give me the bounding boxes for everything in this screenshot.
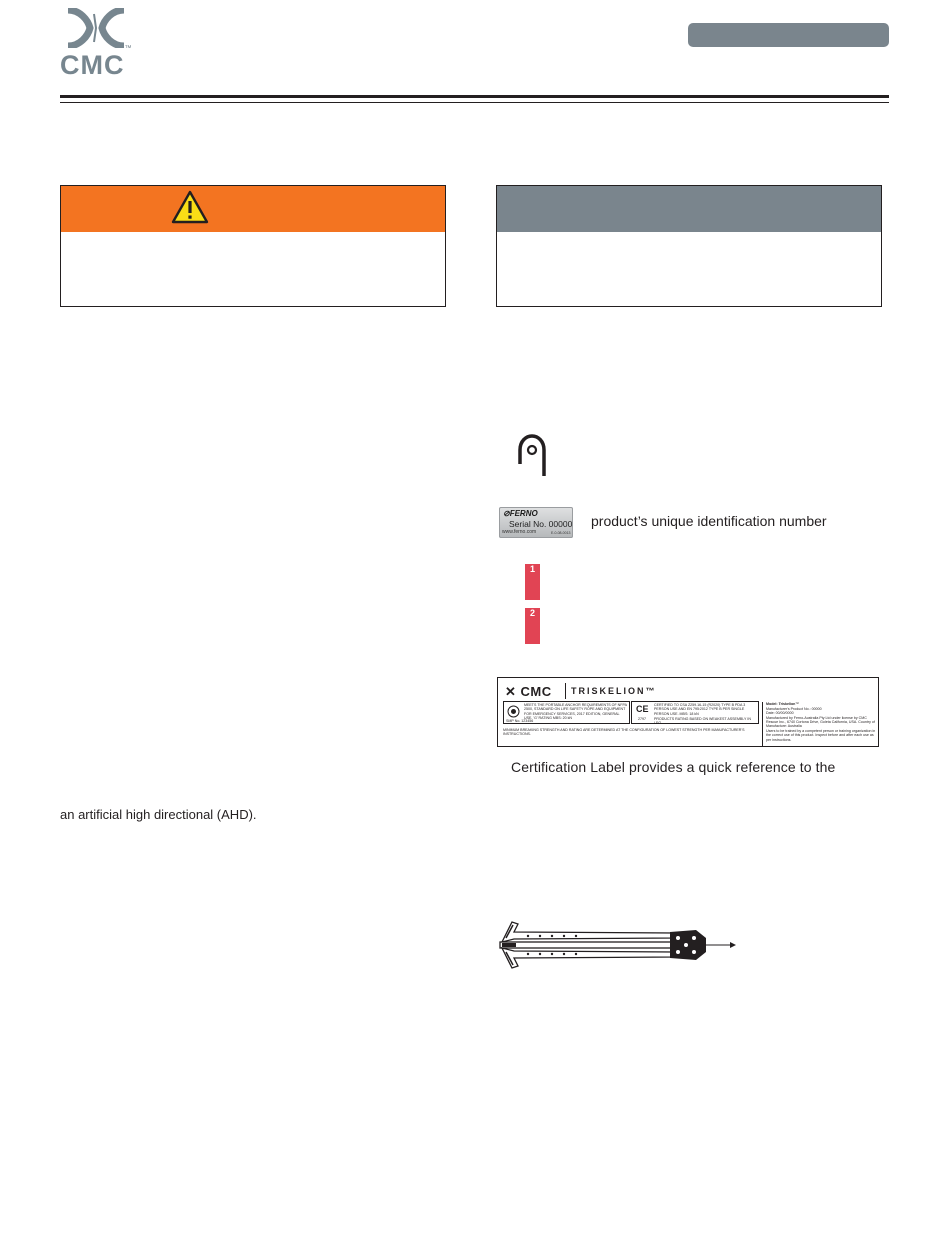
cert-manufacturer-section [762, 702, 877, 746]
cert-label-separator [565, 683, 566, 699]
ce-note: PRODUCTS RATING BASED ON WEAKEST ASSEMBLY IN LEG. [654, 717, 751, 726]
serial-tag-code: E-0-08-0013 [551, 531, 571, 535]
cert-label-brand: ✕ CMC [505, 684, 552, 699]
nfpa-seal-icon [507, 705, 520, 718]
certification-label [497, 677, 879, 747]
cert-smp-text: SMP No. 123456 [506, 719, 534, 723]
brand-logo-text: CMC™ [60, 45, 133, 80]
cmc-logo-mark-icon [60, 8, 132, 48]
cert-label-product: TRISKELION™ [571, 686, 657, 696]
warning-header [61, 186, 445, 232]
cert-description: Certification Label provides a quick reference to the [511, 759, 836, 775]
cert-warning-text: MINIMUM BREAKING STRENGTH AND RATING ARE DETERMINED AT THE CONFIGURATION OF LOWEST STRENGTH PER MANUFACTURER'S INSTRUCTIONS. [503, 728, 745, 737]
cert-nfpa-text: MEETS THE PORTABLE ANCHOR REQUIREMENTS OF NFPA 2500, STANDARD ON LIFE SAFETY ROPE AND EQUIPMENT FOR EMERGENCY SERVICES, 2017 EDITION, GENERAL USE. 'G' RATING MBS: 20 kN [524, 703, 627, 721]
serial-tag-number: Serial No. 00000 [509, 519, 573, 529]
header-section-tab [688, 23, 889, 47]
inspection-tag-1: 1 [525, 564, 540, 600]
cert-product-no: Manufacturer's Product No.: 00000 [766, 706, 822, 711]
loop-stitch-icon [512, 432, 552, 482]
cert-nfpa-section [503, 701, 630, 724]
cert-csa-text: CERTIFIED TO CSA Z259.16-15 (R2020) TYPE B PDA 3 PERSON USE AND EN 795:2012 TYPE B PER SINGLE PERSON USE. MBS: 18 kN [654, 703, 746, 716]
inspection-tag-2: 2 [525, 608, 540, 644]
ce-number: 2797 [638, 717, 646, 721]
warning-triangle-icon [170, 189, 210, 225]
serial-caption: product’s unique identification number [591, 513, 827, 529]
ahd-text: an artificial high directional (AHD). [60, 807, 257, 822]
cert-csa-section [631, 701, 759, 724]
cert-model: Model: Triskelion™ [766, 702, 799, 706]
triskelion-leg-diagram [498, 914, 748, 984]
serial-tag-website: www.ferno.com [502, 529, 537, 535]
header-divider [60, 95, 889, 98]
header-divider-thin [60, 102, 889, 103]
serial-tag-brand: ⊘FERNO [503, 509, 538, 518]
note-header [497, 186, 881, 232]
ce-mark-icon: CE [636, 704, 649, 714]
cert-manufacturer: Manufactured by Ferno-Australia Pty Ltd under license by CMC Rescue Inc., 6740 Cortona Drive, Goleta California, USA. Country of Manufacture: Australia [766, 715, 875, 729]
cert-inspect: Users to be trained by a competent person or training organization in the correct use of this product. Inspect before and after each use as per instructions. [766, 729, 876, 742]
cert-date: Date: 00/00/0000 [766, 711, 794, 715]
serial-number-tag [499, 507, 573, 538]
